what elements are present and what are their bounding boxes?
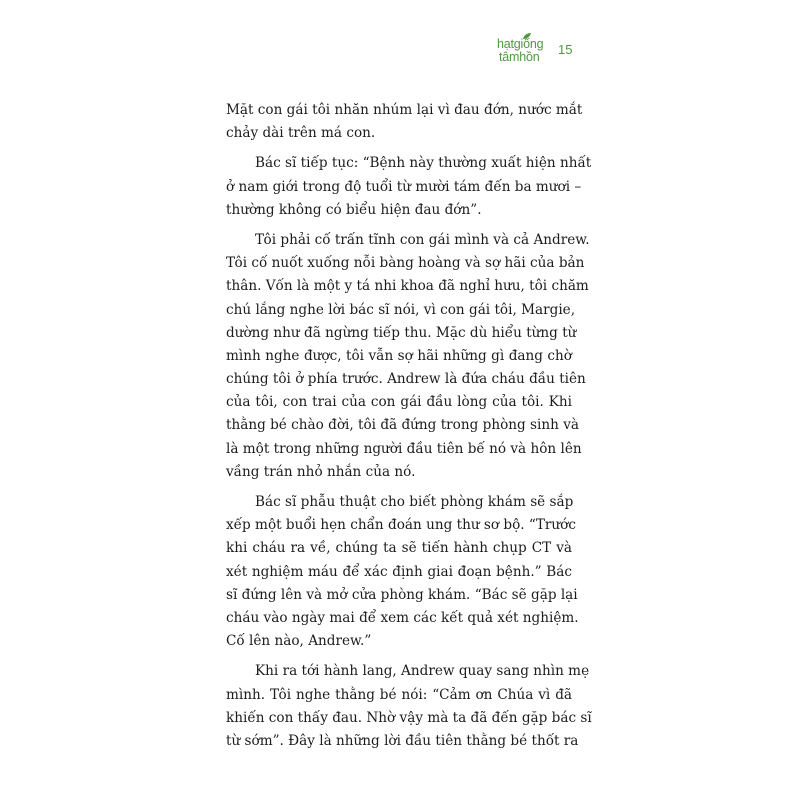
paragraph: [226, 152, 592, 222]
text-line: vầng trán nhỏ nhắn của nó.: [226, 463, 416, 480]
text-line: mình nghe được, tôi vẫn sợ hãi những gì đang chờ: [226, 347, 572, 364]
text-line: chảy dài trên má con.: [226, 125, 376, 142]
text-line: Bác sĩ phẫu thuật cho biết phòng khám sẽ sắp: [255, 494, 574, 510]
text-line: Tôi phải cố trấn tĩnh con gái mình và cả Andrew.: [255, 231, 590, 248]
text-line: thân. Vốn là một y tá nhi khoa đã nghỉ hưu, tôi chăm: [226, 278, 589, 295]
text-line: thường không có biểu hiện đau đớn”.: [226, 201, 482, 218]
text-line: xếp một buổi hẹn chẩn đoán ung thư sơ bộ. “Trước: [226, 517, 576, 534]
logo-text-line1: hạtgiống: [497, 37, 544, 51]
paragraph-gap: [226, 484, 572, 491]
text-line: xét nghiệm máu để xác định giai đoạn bệnh.” Bác: [226, 563, 572, 580]
text-line: Bác sĩ tiếp tục: “Bệnh này thường xuất hiện nhất: [255, 155, 592, 172]
text-line: Cố lên nào, Andrew.”: [226, 633, 372, 650]
text-line: Tôi cố nuốt xuống nỗi bàng hoàng và sợ hãi của bản: [226, 255, 585, 272]
paragraph: [226, 660, 592, 753]
text-line: của tôi, con trai của con gái đầu lòng của tôi. Khi: [226, 394, 572, 411]
paragraph: [226, 229, 590, 484]
paragraph-gap: [226, 653, 572, 660]
paragraph-gap: [226, 145, 572, 152]
text-line: mình. Tôi nghe thằng bé nói: “Cảm ơn Chúa vì đã: [226, 686, 572, 703]
text-line: từ sớm”. Đây là những lời đầu tiên thằng bé thốt ra: [226, 732, 579, 749]
publisher-logo: [497, 38, 551, 68]
text-line: khi cháu ra về, chúng ta sẽ tiến hành chụp CT và: [226, 540, 572, 557]
text-line: Khi ra tới hành lang, Andrew quay sang nhìn mẹ: [255, 663, 590, 680]
body-text: [226, 99, 592, 753]
text-line: cháu vào ngày mai để xem các kết quả xét nghiệm.: [226, 609, 579, 626]
paragraph: [226, 99, 583, 145]
text-line: dường như đã ngừng tiếp thu. Mặc dù hiểu từng từ: [226, 324, 577, 341]
paragraph-gap: [226, 222, 572, 229]
text-line: ở nam giới trong độ tuổi từ mười tám đến ba mươi –: [226, 178, 582, 195]
logo-text-line2: tâmhồn: [499, 50, 540, 64]
text-line: chúng tôi ở phía trước. Andrew là đứa cháu đầu tiên: [226, 371, 586, 388]
text-line: là một trong những người đầu tiên bế nó và hôn lên: [226, 440, 582, 457]
text-line: khiến con thấy đau. Nhờ vậy mà ta đã đến gặp bác sĩ: [226, 709, 592, 726]
text-line: Mặt con gái tôi nhăn nhúm lại vì đau đớn, nước mắt: [226, 102, 583, 118]
paragraph: [226, 491, 579, 653]
text-line: thằng bé chào đời, tôi đã đứng trong phòng sinh và: [226, 417, 579, 434]
text-line: chú lắng nghe lời bác sĩ nói, vì con gái tôi, Margie,: [226, 301, 576, 318]
text-line: sĩ đứng lên và mở cửa phòng khám. “Bác sẽ gặp lại: [226, 586, 578, 603]
page-number: 15: [558, 42, 573, 57]
